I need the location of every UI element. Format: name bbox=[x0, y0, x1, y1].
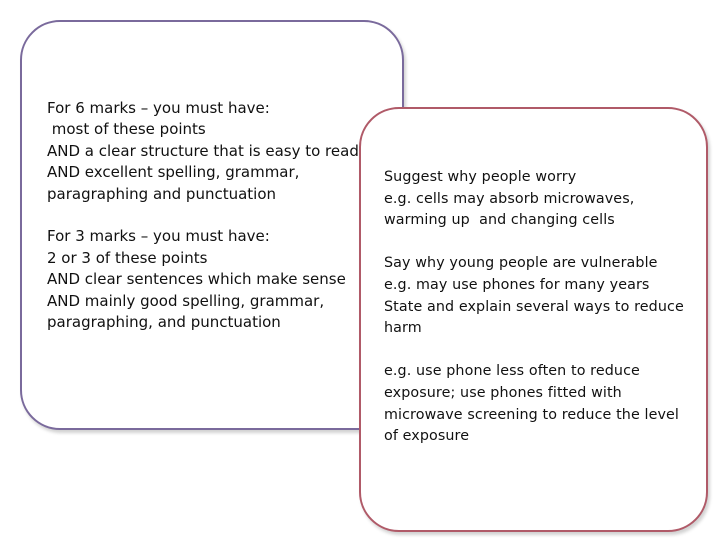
worry-line: warming up and changing cells bbox=[384, 212, 615, 229]
reduce-harm-line: of exposure bbox=[384, 428, 470, 445]
three-marks-line: AND mainly good spelling, grammar, bbox=[47, 291, 325, 310]
six-marks-line: AND a clear structure that is easy to read bbox=[47, 141, 359, 160]
answer-points-card bbox=[359, 107, 708, 532]
vulnerable-point bbox=[384, 253, 704, 339]
answer-points-text bbox=[384, 167, 704, 469]
six-marks-line: AND excellent spelling, grammar, bbox=[47, 163, 300, 182]
three-marks-line: 2 or 3 of these points bbox=[47, 248, 208, 267]
six-marks-line: most of these points bbox=[47, 120, 206, 139]
worry-point bbox=[384, 167, 704, 232]
three-marks-line: paragraphing, and punctuation bbox=[47, 313, 281, 332]
marking-criteria-card bbox=[20, 20, 404, 430]
reduce-harm-line: microwave screening to reduce the level bbox=[384, 406, 680, 423]
vulnerable-line: State and explain several ways to reduce bbox=[384, 298, 684, 315]
six-marks-criteria bbox=[47, 98, 377, 205]
six-marks-heading: For 6 marks – you must have: bbox=[47, 99, 270, 117]
three-marks-criteria bbox=[47, 226, 377, 333]
worry-heading: Suggest why people worry bbox=[384, 169, 577, 185]
three-marks-line: AND clear sentences which make sense bbox=[47, 270, 346, 289]
vulnerable-line: e.g. may use phones for many years bbox=[384, 276, 650, 293]
marking-criteria-text bbox=[47, 98, 377, 355]
reduce-harm-line: e.g. use phone less often to reduce bbox=[384, 363, 640, 380]
three-marks-heading: For 3 marks – you must have: bbox=[47, 227, 270, 246]
vulnerable-heading: Say why young people are vulnerable bbox=[384, 255, 658, 272]
reduce-harm-line: exposure; use phones fitted with bbox=[384, 384, 622, 401]
vulnerable-line: harm bbox=[384, 320, 422, 337]
reduce-harm-point bbox=[384, 361, 704, 447]
six-marks-line: paragraphing and punctuation bbox=[47, 184, 277, 203]
worry-line: e.g. cells may absorb microwaves, bbox=[384, 190, 635, 207]
